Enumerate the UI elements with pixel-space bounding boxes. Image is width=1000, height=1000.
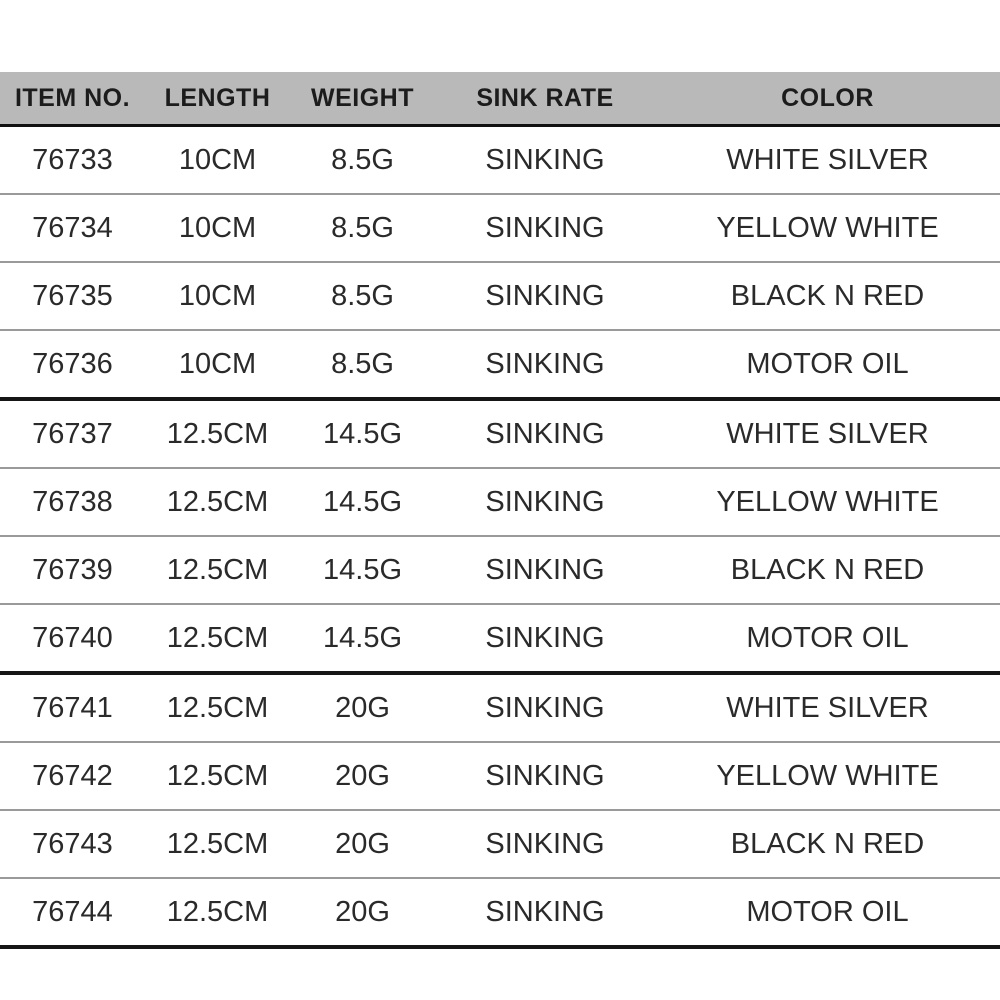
cell-sink-rate: SINKING <box>435 468 655 536</box>
cell-item-no: 76734 <box>0 194 145 262</box>
table-row <box>0 194 1000 262</box>
cell-sink-rate: SINKING <box>435 126 655 195</box>
cell-color: BLACK N RED <box>655 810 1000 878</box>
cell-sink-rate: SINKING <box>435 878 655 947</box>
table-row <box>0 878 1000 947</box>
cell-color: MOTOR OIL <box>655 604 1000 673</box>
column-header-weight: WEIGHT <box>290 72 435 126</box>
table-row <box>0 536 1000 604</box>
cell-color: BLACK N RED <box>655 536 1000 604</box>
cell-item-no: 76738 <box>0 468 145 536</box>
cell-length: 12.5CM <box>145 810 290 878</box>
cell-weight: 8.5G <box>290 262 435 330</box>
cell-weight: 14.5G <box>290 536 435 604</box>
cell-item-no: 76739 <box>0 536 145 604</box>
cell-weight: 14.5G <box>290 399 435 468</box>
cell-item-no: 76736 <box>0 330 145 399</box>
cell-sink-rate: SINKING <box>435 673 655 742</box>
cell-length: 12.5CM <box>145 878 290 947</box>
cell-length: 12.5CM <box>145 536 290 604</box>
cell-item-no: 76733 <box>0 126 145 195</box>
cell-weight: 14.5G <box>290 468 435 536</box>
cell-color: MOTOR OIL <box>655 878 1000 947</box>
cell-weight: 8.5G <box>290 330 435 399</box>
cell-length: 10CM <box>145 126 290 195</box>
cell-color: WHITE SILVER <box>655 126 1000 195</box>
column-header-item-no: ITEM NO. <box>0 72 145 126</box>
table-row <box>0 126 1000 195</box>
cell-length: 12.5CM <box>145 604 290 673</box>
cell-weight: 8.5G <box>290 194 435 262</box>
cell-length: 10CM <box>145 330 290 399</box>
table-row <box>0 468 1000 536</box>
cell-item-no: 76742 <box>0 742 145 810</box>
cell-item-no: 76737 <box>0 399 145 468</box>
cell-color: YELLOW WHITE <box>655 742 1000 810</box>
cell-length: 10CM <box>145 194 290 262</box>
table-row <box>0 810 1000 878</box>
cell-sink-rate: SINKING <box>435 810 655 878</box>
cell-color: WHITE SILVER <box>655 673 1000 742</box>
cell-weight: 20G <box>290 810 435 878</box>
cell-length: 12.5CM <box>145 399 290 468</box>
cell-sink-rate: SINKING <box>435 399 655 468</box>
column-header-color: COLOR <box>655 72 1000 126</box>
cell-item-no: 76741 <box>0 673 145 742</box>
table-header <box>0 72 1000 126</box>
cell-color: YELLOW WHITE <box>655 194 1000 262</box>
cell-sink-rate: SINKING <box>435 742 655 810</box>
cell-color: MOTOR OIL <box>655 330 1000 399</box>
table-row <box>0 262 1000 330</box>
cell-sink-rate: SINKING <box>435 330 655 399</box>
cell-color: BLACK N RED <box>655 262 1000 330</box>
cell-sink-rate: SINKING <box>435 536 655 604</box>
cell-weight: 20G <box>290 878 435 947</box>
cell-color: YELLOW WHITE <box>655 468 1000 536</box>
cell-item-no: 76740 <box>0 604 145 673</box>
cell-weight: 8.5G <box>290 126 435 195</box>
table-row <box>0 673 1000 742</box>
cell-length: 12.5CM <box>145 468 290 536</box>
table-row <box>0 330 1000 399</box>
cell-sink-rate: SINKING <box>435 262 655 330</box>
cell-item-no: 76743 <box>0 810 145 878</box>
column-header-length: LENGTH <box>145 72 290 126</box>
table-row <box>0 604 1000 673</box>
cell-item-no: 76735 <box>0 262 145 330</box>
table-row <box>0 742 1000 810</box>
cell-length: 10CM <box>145 262 290 330</box>
cell-length: 12.5CM <box>145 742 290 810</box>
cell-weight: 14.5G <box>290 604 435 673</box>
cell-weight: 20G <box>290 673 435 742</box>
cell-item-no: 76744 <box>0 878 145 947</box>
product-specification-table <box>0 72 1000 949</box>
table-row <box>0 399 1000 468</box>
cell-weight: 20G <box>290 742 435 810</box>
cell-sink-rate: SINKING <box>435 604 655 673</box>
cell-color: WHITE SILVER <box>655 399 1000 468</box>
column-header-sink-rate: SINK RATE <box>435 72 655 126</box>
cell-sink-rate: SINKING <box>435 194 655 262</box>
table-body <box>0 126 1000 948</box>
cell-length: 12.5CM <box>145 673 290 742</box>
table-header-row <box>0 72 1000 126</box>
